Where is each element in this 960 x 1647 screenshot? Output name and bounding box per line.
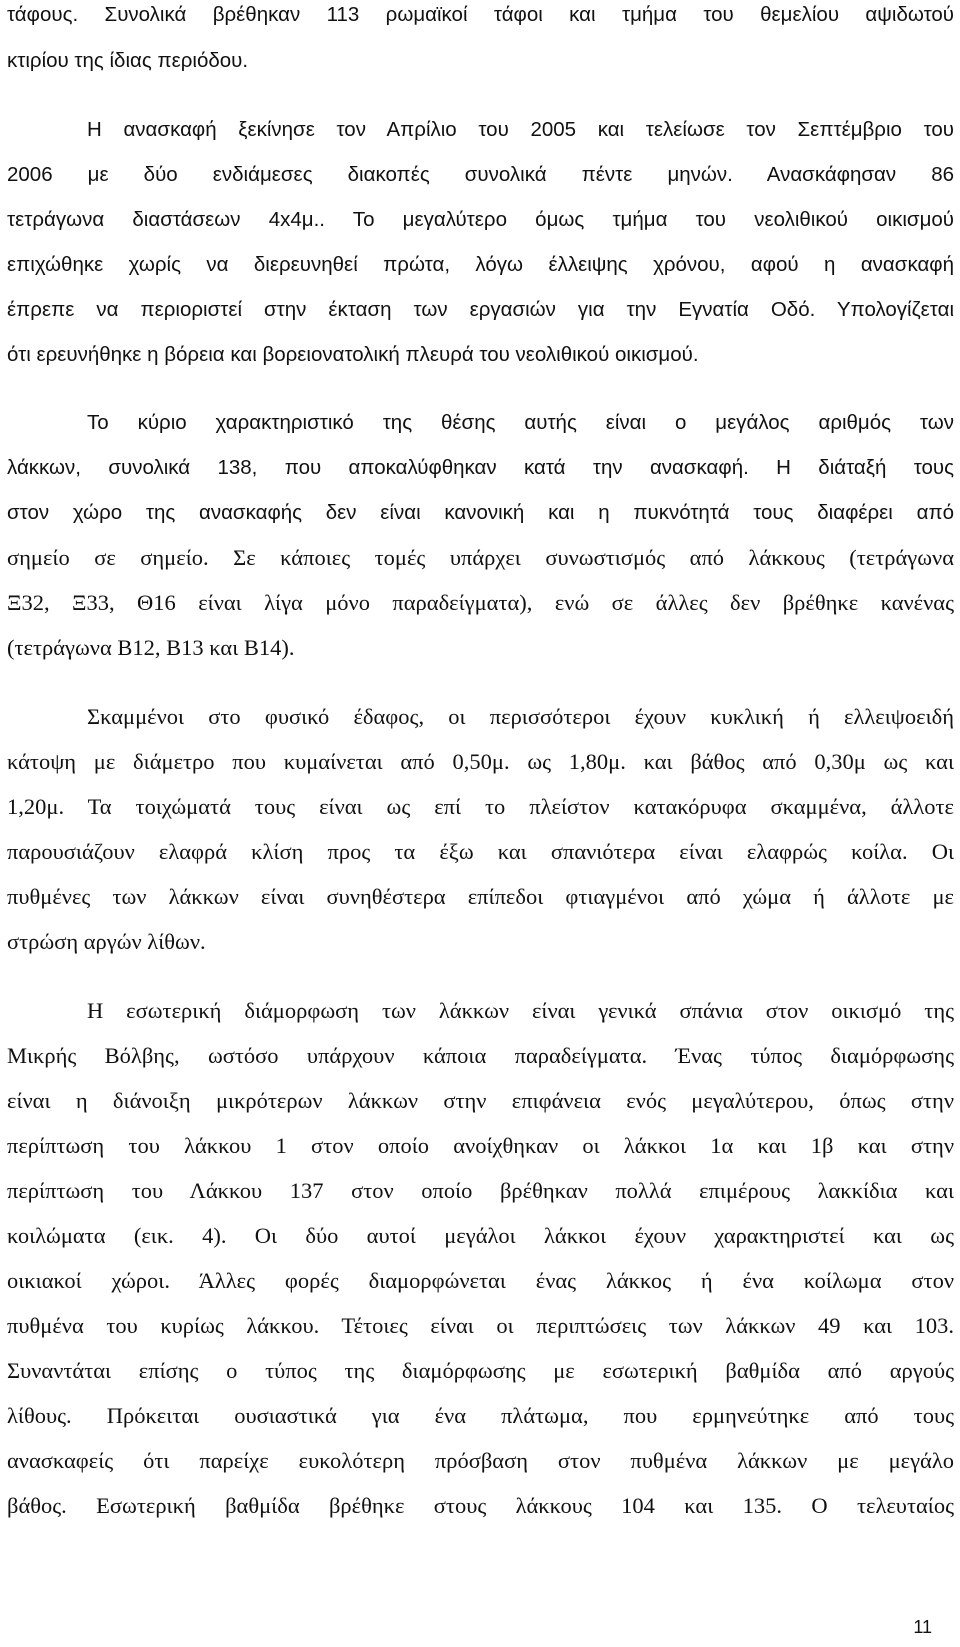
text-line-13: Ξ32, Ξ33, Θ16 είναι λίγα μόνο παραδείγματα), ενώ σε άλλες δεν βρέθηκε κανένας [7,590,954,615]
text-line-2: κτιρίου της ίδιας περιόδου. [7,49,249,72]
text-line-10: λάκκων, συνολικά 138, που αποκαλύφθηκαν κατά την ανασκαφή. Η διάταξή τους [7,456,954,479]
text-line-27: οικιακοί χώροι. Άλλες φορές διαμορφώνεται ένας λάκκος ή ένα κοίλωμα στον [7,1268,954,1293]
text-line-18: παρουσιάζουν ελαφρά κλίση προς τα έξω και σπανιότερα είναι ελαφρώς κοίλα. Οι [7,839,954,864]
text-line-6: επιχώθηκε χωρίς να διερευνηθεί πρώτα, λόγω έλλειψης χρόνου, αφού η ανασκαφή [7,253,954,276]
text-line-5: τετράγωνα διαστάσεων 4x4μ.. Το μεγαλύτερο όμως τμήμα του νεολιθικού οικισμού [7,208,954,231]
text-line-19: πυθμένες των λάκκων είναι συνηθέστερα επίπεδοι φτιαγμένοι από χώμα ή άλλοτε με [7,884,954,909]
text-line-25: περίπτωση του Λάκκου 137 στον οποίο βρέθηκαν πολλά επιμέρους λακκίδια και [7,1178,954,1203]
text-line-12: σημείο σε σημείο. Σε κάποιες τομές υπάρχει συνωστισμός από λάκκους (τετράγωνα [7,545,954,570]
text-line-4: 2006 με δύο ενδιάμεσες διακοπές συνολικά πέντε μηνών. Ανασκάφησαν 86 [7,163,954,186]
text-line-14: (τετράγωνα Β12, Β13 και Β14). [7,635,295,660]
text-line-8: ότι ερευνήθηκε η βόρεια και βορειονατολική πλευρά του νεολιθικού οικισμού. [7,343,699,366]
page-number: 11 [913,1617,932,1637]
text-line-16: κάτοψη με διάμετρο που κυμαίνεται από 0,50μ. ως 1,80μ. και βάθος από 0,30μ ως και [7,749,954,774]
text-line-23: είναι η διάνοιξη μικρότερων λάκκων στην επιφάνεια ενός μεγαλύτερου, όπως στην [7,1088,954,1113]
text-line-7: έπρεπε να περιοριστεί στην έκταση των εργασιών για την Εγνατία Οδό. Υπολογίζεται [7,298,954,321]
text-line-28: πυθμένα του κυρίως λάκκου. Τέτοιες είναι οι περιπτώσεις των λάκκων 49 και 103. [7,1313,954,1338]
text-line-3: Η ανασκαφή ξεκίνησε τον Απρίλιο του 2005 και τελείωσε τον Σεπτέμβριο του [87,118,954,141]
text-line-29: Συναντάται επίσης ο τύπος της διαμόρφωσης με εσωτερική βαθμίδα από αργούς [7,1358,954,1383]
text-line-15: Σκαμμένοι στο φυσικό έδαφος, οι περισσότεροι έχουν κυκλική ή ελλειψοειδή [87,704,954,729]
text-line-11: στον χώρο της ανασκαφής δεν είναι κανονική και η πυκνότητά τους διαφέρει από [7,501,954,524]
text-line-30: λίθους. Πρόκειται ουσιαστικά για ένα πλάτωμα, που ερμηνεύτηκε από τους [7,1403,954,1428]
text-line-17: 1,20μ. Τα τοιχώματά τους είναι ως επί το πλείστον κατακόρυφα σκαμμένα, άλλοτε [7,794,954,819]
text-line-24: περίπτωση του λάκκου 1 στον οποίο ανοίχθηκαν οι λάκκοι 1α και 1β και στην [7,1133,954,1158]
text-line-31: ανασκαφείς ότι παρείχε ευκολότερη πρόσβαση στον πυθμένα λάκκων με μεγάλο [7,1448,954,1473]
text-line-20: στρώση αργών λίθων. [7,929,206,954]
text-line-21: Η εσωτερική διάμορφωση των λάκκων είναι γενικά σπάνια στον οικισμό της [87,998,954,1023]
text-line-32: βάθος. Εσωτερική βαθμίδα βρέθηκε στους λάκκους 104 και 135. Ο τελευταίος [7,1493,954,1518]
text-line-9: Το κύριο χαρακτηριστικό της θέσης αυτής είναι ο μεγάλος αριθμός των [87,411,954,434]
text-line-1: τάφους. Συνολικά βρέθηκαν 113 ρωμαϊκοί τάφοι και τμήμα του θεμελίου αψιδωτού [7,3,954,26]
text-line-26: κοιλώματα (εικ. 4). Οι δύο αυτοί μεγάλοι λάκκοι έχουν χαρακτηριστεί και ως [7,1223,954,1248]
text-line-22: Μικρής Βόλβης, ωστόσο υπάρχουν κάποια παραδείγματα. Ένας τύπος διαμόρφωσης [7,1043,954,1068]
